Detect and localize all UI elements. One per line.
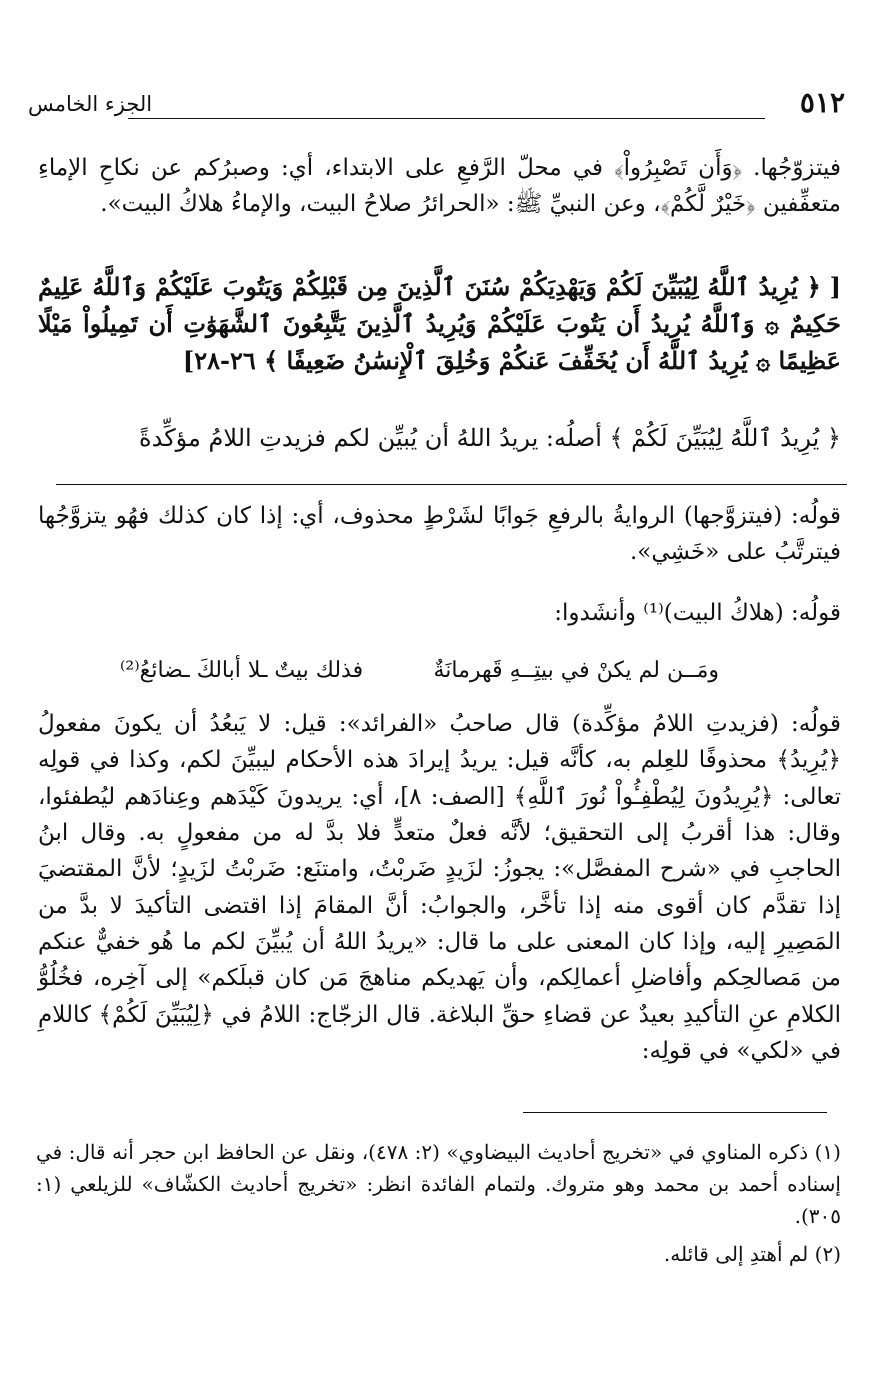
footnote-rule: [523, 1112, 827, 1113]
verse-hemistich-2: فذلك بيتٌ ـلا أبالكَ ـضائعُ⁽²⁾: [120, 658, 364, 683]
footnote-2: (٢) لم أهتدِ إلى قائله.: [663, 1242, 841, 1266]
page-number: ٥١٢: [799, 86, 845, 119]
gloss-paragraph-3: قولُه: (فزيدتِ اللامُ مؤكِّدة) قال صاحبُ «الفرائد»: قيل: لا يَبعُدُ أن يكونَ مفعولُ ﴿يُرِيدُ﴾ محذوفًا للعِلم به، كأنَّه قيل: يريدُ إيرادَ هذه الأحكام ليبيِّنَ لكم، وكذا في قولِه تعالى: ﴿يُرِيدُونَ لِيُطْفِـُٔواْ نُورَ ٱللَّهِ﴾ [الصف: ٨]، أي: يريدونَ كَيْدَهم وعِنادَهم ليُطفئوا، وقال: هذا أقربُ إلى التحقيق؛ لأنَّه فعلٌ متعدٍّ فلا بدَّ له من مفعولٍ به. وقال ابنُ الحاجبِ في «شرح المفصَّل»: يجوزُ: لزَيدٍ ضَربْتُ، وامتنَع: ضَربْتُ لزَيدٍ؛ لأنَّ المقتضيَ إذا تقدَّم كان أقوى منه إذا تأخَّر، والجوابُ: أنَّ المقامَ إذا اقتضى التأكيدَ لا بدَّ من المَصِيرِ إليه، وإذا كان المعنى على ما قال: «يريدُ اللهُ أن يُبيِّنَ لكم ما هُو خفيٌّ عنكم من مَصالحِكم وأفاضلِ أعمالِكم، وأن يَهديكم مناهجَ مَن كان قبلَكم» إلى آخِره، فخُلُوُّ الكلامِ عنِ التأكيدِ بعيدٌ عن قضاءِ حقِّ البلاغة. قال الزجّاج: اللامُ في ﴿لِيُبَيِّنَ لَكُمْ﴾ كاللامِ في «لكي» في قولِه:: [38, 711, 841, 1064]
header-rule: [128, 118, 765, 119]
gloss-paragraph-1: قولُه: (فيتزوَّجها) الروايةُ بالرفعِ جَوابًا لشَرْطٍ محذوف، أي: إذا كان كذلك فهُو يتزوَّجُها فيترتَّبُ على «خَشِي».: [38, 503, 841, 566]
commentary-after-verses: ﴿ يُرِيدُ ٱللَّهُ لِيُبَيِّنَ لَكُمْ ﴾ أصلُه: يريدُ اللهُ أن يُبيِّن لكم فزيدتِ اللامُ مؤكِّدةً: [139, 424, 841, 452]
footnote-1: (١) ذكره المناوي في «تخريج أحاديث البيضاوي» (٢: ٤٧٨)، ونقل عن الحافظ ابن حجر أنه قال: في إسناده أحمد بن محمد وهو متروك. ولتمام الفائدة انظر: «تخريج أحاديث الكشّاف» للزيلعي (١: ٣٠٥).: [36, 1140, 841, 1228]
page-header: [28, 86, 845, 126]
verse-hemistich-1: ومَــن لم يكنْ في بيتِــهِ قَهرمانَةٌ: [433, 658, 719, 683]
running-title: الجزء الخامس: [28, 92, 153, 116]
quran-verses: [ ﴿ يُرِيدُ ٱللَّهُ لِيُبَيِّنَ لَكُمْ وَيَهْدِيَكُمْ سُنَنَ ٱلَّذِينَ مِن قَبْلِكُمْ وَيَتُوبَ عَلَيْكُمْ وَٱللَّهُ عَلِيمٌ حَكِيمٌ ۞ وَٱللَّهُ يُرِيدُ أَن يَتُوبَ عَلَيْكُمْ وَيُرِيدُ ٱلَّذِينَ يَتَّبِعُونَ ٱلشَّهَوَٰتِ أَن تَمِيلُواْ مَيْلًا عَظِيمًا ۞ يُرِيدُ ٱللَّهُ أَن يُخَفِّفَ عَنكُمْ وَخُلِقَ ٱلْإِنسَٰنُ ضَعِيفًا ﴾ ٢٦-٢٨]: [38, 272, 842, 376]
gloss-paragraph-2: قولُه: (هلاكُ البيت)⁽¹⁾ وأنشَدوا:: [554, 600, 841, 626]
commentary-top: فيتزوّجُها. ﴿وَأَن تَصْبِرُواْ﴾ في محلّ الرَّفعِ على الابتداء، أي: وصبرُكم عن نكاحِ الإماءِ متعفِّفين ﴿خَيْرٌ لَّكُمْ﴾، وعن النبيِّ ﷺ: «الحرائرُ صلاحُ البيت، والإماءُ هلاكُ البيت».: [38, 155, 841, 218]
poetry-verse: [120, 658, 719, 694]
section-divider: [56, 484, 847, 485]
